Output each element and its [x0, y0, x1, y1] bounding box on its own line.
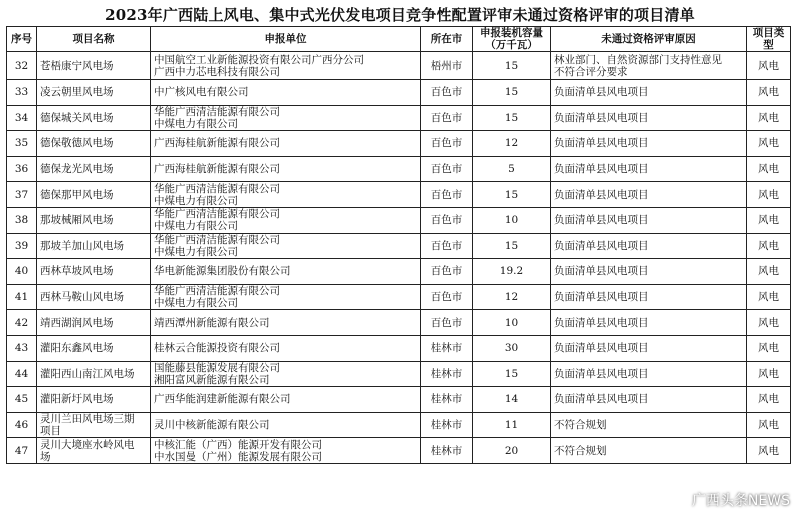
watermark — [672, 490, 790, 510]
cell-reason — [551, 52, 747, 80]
cell-reason-line: 负面清单县风电项目 — [554, 163, 649, 176]
cell-reason-line: 负面清单县风电项目 — [554, 137, 649, 150]
cell-org-line: 湘阳富风新能源有限公司 — [154, 373, 270, 386]
cell-reason — [551, 105, 747, 131]
cell-capacity: 30 — [473, 335, 551, 361]
cell-capacity: 14 — [473, 387, 551, 413]
cell-reason-line: 负面清单县风电项目 — [554, 111, 649, 124]
cell-org-line: 广西中力芯电科技有限公司 — [154, 65, 280, 78]
cell-org-line: 中水国曼（广州）能源发展有限公司 — [154, 450, 322, 463]
cell-name-line: 场 — [40, 450, 51, 463]
cell-name-line: 西林马鞍山风电场 — [40, 291, 124, 304]
project-table — [6, 26, 791, 464]
cell-reason — [551, 233, 747, 259]
cell-org-line: 广西海桂航新能源有限公司 — [154, 137, 280, 150]
cell-org-line: 桂林云合能源投资有限公司 — [154, 342, 280, 355]
cell-index: 35 — [7, 131, 37, 157]
cell-org-line: 广西华能润建新能源有限公司 — [154, 393, 291, 406]
cell-city: 百色市 — [421, 131, 473, 157]
cell-org-line: 中核汇能（广西）能源开发有限公司 — [154, 438, 322, 451]
cell-index: 38 — [7, 207, 37, 233]
cell-reason — [551, 412, 747, 438]
table-row — [7, 335, 791, 361]
cell-reason — [551, 156, 747, 182]
cell-index: 47 — [7, 438, 37, 464]
cell-org — [151, 52, 421, 80]
table-row — [7, 233, 791, 259]
cell-city: 梧州市 — [421, 52, 473, 80]
table-row — [7, 105, 791, 131]
cell-reason — [551, 438, 747, 464]
cell-reason-line: 负面清单县风电项目 — [554, 239, 649, 252]
cell-org-line: 中煤电力有限公司 — [154, 117, 238, 130]
cell-org-line: 中国航空工业新能源投资有限公司广西分公司 — [154, 53, 364, 66]
cell-name — [37, 284, 151, 310]
cell-index: 37 — [7, 182, 37, 208]
cell-type: 风电 — [747, 335, 791, 361]
cell-capacity: 15 — [473, 233, 551, 259]
table-row — [7, 310, 791, 336]
cell-type: 风电 — [747, 182, 791, 208]
cell-reason-line: 林业部门、自然资源部门支持性意见 — [554, 53, 722, 66]
cell-capacity: 15 — [473, 105, 551, 131]
cell-name-line: 那坡械厢风电场 — [40, 214, 114, 227]
table-row — [7, 361, 791, 387]
cell-org — [151, 361, 421, 387]
cell-index: 39 — [7, 233, 37, 259]
wechat-icon — [672, 492, 688, 508]
cell-name — [37, 207, 151, 233]
cell-city: 桂林市 — [421, 335, 473, 361]
cell-name — [37, 52, 151, 80]
cell-org-line: 华能广西清洁能源有限公司 — [154, 208, 280, 221]
cell-type: 风电 — [747, 233, 791, 259]
cell-org — [151, 207, 421, 233]
cell-org — [151, 438, 421, 464]
cell-reason — [551, 259, 747, 285]
cell-type: 风电 — [747, 259, 791, 285]
header-city: 所在市 — [421, 27, 473, 52]
cell-org — [151, 131, 421, 157]
cell-index: 32 — [7, 52, 37, 80]
cell-index: 43 — [7, 335, 37, 361]
cell-type: 风电 — [747, 207, 791, 233]
cell-org-line: 华能广西清洁能源有限公司 — [154, 233, 280, 246]
cell-type: 风电 — [747, 310, 791, 336]
cell-reason-line: 负面清单县风电项目 — [554, 214, 649, 227]
cell-org-line: 靖西潭州新能源有限公司 — [154, 316, 270, 329]
cell-type: 风电 — [747, 131, 791, 157]
cell-name-line: 灵川兰田风电场三期 — [40, 413, 135, 426]
table-row — [7, 284, 791, 310]
cell-name-line: 德保敬德风电场 — [40, 137, 114, 150]
cell-org-line: 中广核风电有限公司 — [154, 86, 249, 99]
cell-reason-line: 负面清单县风电项目 — [554, 393, 649, 406]
table-row — [7, 156, 791, 182]
cell-name-line: 项目 — [40, 425, 61, 438]
cell-name — [37, 335, 151, 361]
cell-city: 百色市 — [421, 310, 473, 336]
cell-city: 桂林市 — [421, 387, 473, 413]
cell-capacity: 15 — [473, 80, 551, 106]
cell-name — [37, 361, 151, 387]
cell-type: 风电 — [747, 438, 791, 464]
cell-reason — [551, 310, 747, 336]
cell-org — [151, 105, 421, 131]
cell-reason — [551, 80, 747, 106]
cell-name-line: 德保城关风电场 — [40, 111, 114, 124]
cell-name-line: 西林草坡风电场 — [40, 265, 114, 278]
cell-name-line: 灵川大境座水岭风电 — [40, 438, 135, 451]
table-row — [7, 438, 791, 464]
cell-name-line: 德保那甲风电场 — [40, 188, 114, 201]
cell-name — [37, 259, 151, 285]
cell-index: 36 — [7, 156, 37, 182]
cell-name-line: 苍梧康宁风电场 — [40, 59, 114, 72]
cell-reason-line: 负面清单县风电项目 — [554, 291, 649, 304]
cell-org-line: 中煤电力有限公司 — [154, 297, 238, 310]
cell-capacity: 19.2 — [473, 259, 551, 285]
cell-name — [37, 233, 151, 259]
cell-org — [151, 259, 421, 285]
table-body — [7, 52, 791, 464]
cell-name-line: 灌阳西山南江风电场 — [40, 367, 135, 380]
cell-org-line: 灵川中核新能源有限公司 — [154, 419, 270, 432]
cell-index: 40 — [7, 259, 37, 285]
cell-index: 41 — [7, 284, 37, 310]
cell-city: 百色市 — [421, 233, 473, 259]
cell-name — [37, 438, 151, 464]
cell-reason-line: 负面清单县风电项目 — [554, 86, 649, 99]
cell-name-line: 灌阳新圩风电场 — [40, 393, 114, 406]
cell-type: 风电 — [747, 80, 791, 106]
cell-reason — [551, 284, 747, 310]
cell-org-line: 中煤电力有限公司 — [154, 245, 238, 258]
cell-reason-line: 负面清单县风电项目 — [554, 367, 649, 380]
cell-org-line: 华能广西清洁能源有限公司 — [154, 285, 280, 298]
table-row — [7, 182, 791, 208]
cell-org-line: 广西海桂航新能源有限公司 — [154, 163, 280, 176]
cell-org-line: 华能广西清洁能源有限公司 — [154, 105, 280, 118]
cell-index: 42 — [7, 310, 37, 336]
cell-org — [151, 387, 421, 413]
cell-name-line: 德保龙光风电场 — [40, 163, 114, 176]
watermark-text: 广西头条NEWS — [691, 493, 790, 509]
cell-capacity: 12 — [473, 131, 551, 157]
cell-index: 45 — [7, 387, 37, 413]
cell-reason — [551, 207, 747, 233]
cell-type: 风电 — [747, 387, 791, 413]
cell-reason — [551, 387, 747, 413]
cell-city: 百色市 — [421, 259, 473, 285]
cell-capacity: 20 — [473, 438, 551, 464]
cell-reason-line: 不符合规划 — [554, 444, 607, 457]
cell-name — [37, 387, 151, 413]
cell-name — [37, 182, 151, 208]
cell-reason — [551, 131, 747, 157]
cell-capacity: 10 — [473, 310, 551, 336]
cell-capacity: 15 — [473, 182, 551, 208]
cell-org — [151, 182, 421, 208]
cell-index: 34 — [7, 105, 37, 131]
cell-reason-line: 负面清单县风电项目 — [554, 265, 649, 278]
cell-org — [151, 310, 421, 336]
cell-name-line: 凌云朝里风电场 — [40, 86, 114, 99]
cell-org — [151, 284, 421, 310]
cell-name — [37, 131, 151, 157]
cell-org-line: 中煤电力有限公司 — [154, 194, 238, 207]
cell-city: 百色市 — [421, 182, 473, 208]
cell-type: 风电 — [747, 284, 791, 310]
cell-org-line: 国能藤县能源发展有限公司 — [154, 361, 280, 374]
cell-capacity: 15 — [473, 52, 551, 80]
table-row — [7, 207, 791, 233]
cell-reason-line: 负面清单县风电项目 — [554, 316, 649, 329]
table-header-row — [7, 27, 791, 52]
header-reason: 未通过资格评审原因 — [551, 27, 747, 52]
cell-city: 百色市 — [421, 80, 473, 106]
cell-city: 百色市 — [421, 284, 473, 310]
cell-org — [151, 80, 421, 106]
header-type: 项目类型 — [747, 27, 791, 52]
cell-reason-line: 不符合规划 — [554, 419, 607, 432]
table-row — [7, 412, 791, 438]
cell-org — [151, 233, 421, 259]
header-org: 申报单位 — [151, 27, 421, 52]
page-title: 2023年广西陆上风电、集中式光伏发电项目竞争性配置评审未通过资格评审的项目清单 — [105, 6, 695, 24]
cell-org — [151, 412, 421, 438]
cell-capacity: 11 — [473, 412, 551, 438]
cell-org-line: 华能广西清洁能源有限公司 — [154, 182, 280, 195]
cell-capacity: 12 — [473, 284, 551, 310]
table-row — [7, 52, 791, 80]
cell-capacity: 5 — [473, 156, 551, 182]
table-row — [7, 131, 791, 157]
cell-type: 风电 — [747, 361, 791, 387]
cell-name — [37, 105, 151, 131]
cell-index: 44 — [7, 361, 37, 387]
cell-type: 风电 — [747, 156, 791, 182]
cell-city: 桂林市 — [421, 438, 473, 464]
header-index: 序号 — [7, 27, 37, 52]
cell-name-line: 那坡羊加山风电场 — [40, 239, 124, 252]
cell-type: 风电 — [747, 412, 791, 438]
cell-name — [37, 80, 151, 106]
cell-type: 风电 — [747, 52, 791, 80]
cell-reason — [551, 361, 747, 387]
cell-name-line: 靖西湖润风电场 — [40, 316, 114, 329]
cell-capacity: 10 — [473, 207, 551, 233]
cell-type: 风电 — [747, 105, 791, 131]
cell-city: 百色市 — [421, 105, 473, 131]
cell-org — [151, 335, 421, 361]
cell-reason-line: 负面清单县风电项目 — [554, 188, 649, 201]
cell-reason — [551, 182, 747, 208]
cell-name — [37, 412, 151, 438]
cell-name — [37, 310, 151, 336]
cell-reason-line: 负面清单县风电项目 — [554, 342, 649, 355]
cell-org-line: 中煤电力有限公司 — [154, 220, 238, 233]
table-row — [7, 259, 791, 285]
cell-reason-line: 不符合评分要求 — [554, 65, 628, 78]
table-row — [7, 80, 791, 106]
cell-city: 百色市 — [421, 156, 473, 182]
table-row — [7, 387, 791, 413]
cell-city: 桂林市 — [421, 412, 473, 438]
cell-city: 桂林市 — [421, 361, 473, 387]
cell-capacity: 15 — [473, 361, 551, 387]
header-capacity: 申报装机容量（万千瓦） — [473, 27, 551, 52]
cell-index: 33 — [7, 80, 37, 106]
cell-org — [151, 156, 421, 182]
header-name: 项目名称 — [37, 27, 151, 52]
cell-name-line: 灌阳东鑫风电场 — [40, 342, 114, 355]
cell-city: 百色市 — [421, 207, 473, 233]
cell-name — [37, 156, 151, 182]
cell-reason — [551, 335, 747, 361]
cell-org-line: 华电新能源集团股份有限公司 — [154, 265, 291, 278]
cell-index: 46 — [7, 412, 37, 438]
